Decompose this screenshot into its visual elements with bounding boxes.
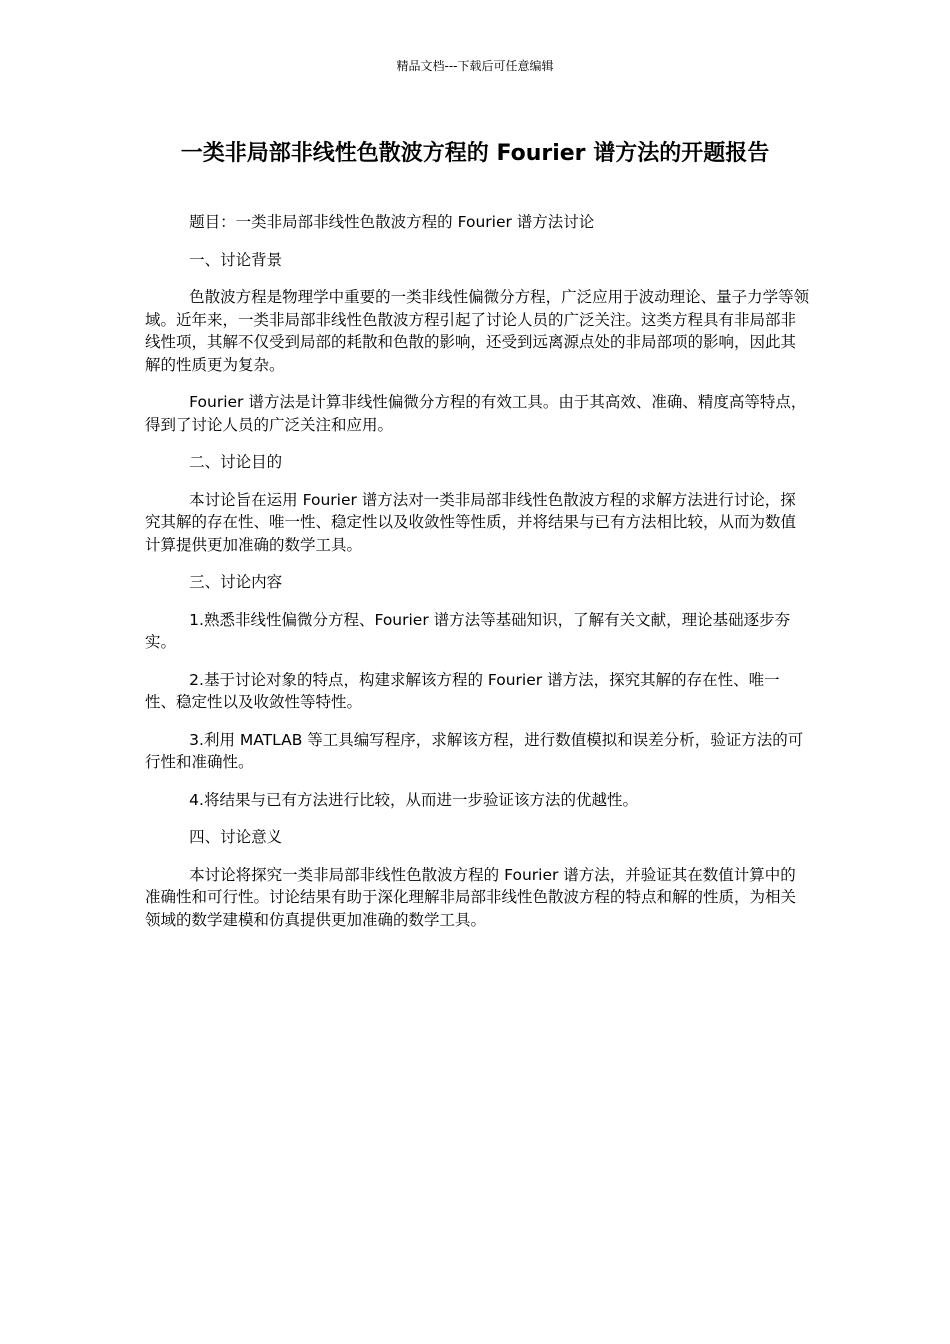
section-heading-significance: 四、讨论意义 — [189, 828, 283, 846]
paragraph-purpose: 本讨论旨在运用 Fourier 谱方法对一类非局部非线性色散波方程的求解方法进行讨论，探究其解的存在性、唯一性、稳定性以及收敛性等性质，并将结果与已有方法相比较，从而为数值计算提供更加准确的数学工具。 — [145, 490, 797, 554]
content-item-4: 4.将结果与已有方法进行比较，从而进一步验证该方法的优越性。 — [189, 790, 638, 809]
topic-line: 题目：一类非局部非线性色散波方程的 Fourier 谱方法讨论 — [189, 213, 595, 231]
section-heading-purpose: 二、讨论目的 — [189, 453, 283, 471]
paragraph-background-1: 色散波方程是物理学中重要的一类非线性偏微分方程，广泛应用于波动理论、量子力学等领域。近年来，一类非局部非线性色散波方程引起了讨论人员的广泛关注。这类方程具有非局部非线性项，其解不仅受到局部的耗散和色散的影响，还受到远离源点处的非局部项的影响，因此其解的性质更为复杂。 — [145, 288, 810, 374]
paragraph-background-2: Fourier 谱方法是计算非线性偏微分方程的有效工具。由于其高效、准确、精度高等特点，得到了讨论人员的广泛关注和应用。 — [145, 393, 807, 434]
document-title: 一类非局部非线性色散波方程的 Fourier 谱方法的开题报告 — [180, 141, 770, 166]
content-item-2: 2.基于讨论对象的特点，构建求解该方程的 Fourier 谱方法，探究其解的存在性、唯一性、稳定性以及收敛性等特性。 — [145, 670, 780, 711]
section-heading-background: 一、讨论背景 — [189, 250, 283, 269]
document-body — [145, 211, 810, 946]
content-item-3: 3.利用 MATLAB 等工具编写程序，求解该方程，进行数值模拟和误差分析，验证方法的可行性和准确性。 — [145, 730, 804, 771]
header-note: 精品文档---下载后可任意编辑 — [396, 59, 554, 73]
content-item-1: 1.熟悉非线性偏微分方程、Fourier 谱方法等基础知识，了解有关文献，理论基础逐步夯实。 — [145, 610, 791, 651]
section-heading-content: 三、讨论内容 — [189, 573, 283, 591]
paragraph-significance: 本讨论将探究一类非局部非线性色散波方程的 Fourier 谱方法，并验证其在数值计算中的准确性和可行性。讨论结果有助于深化理解非局部非线性色散波方程的特点和解的性质，为相关领域的数学建模和仿真提供更加准确的数学工具。 — [145, 865, 797, 929]
